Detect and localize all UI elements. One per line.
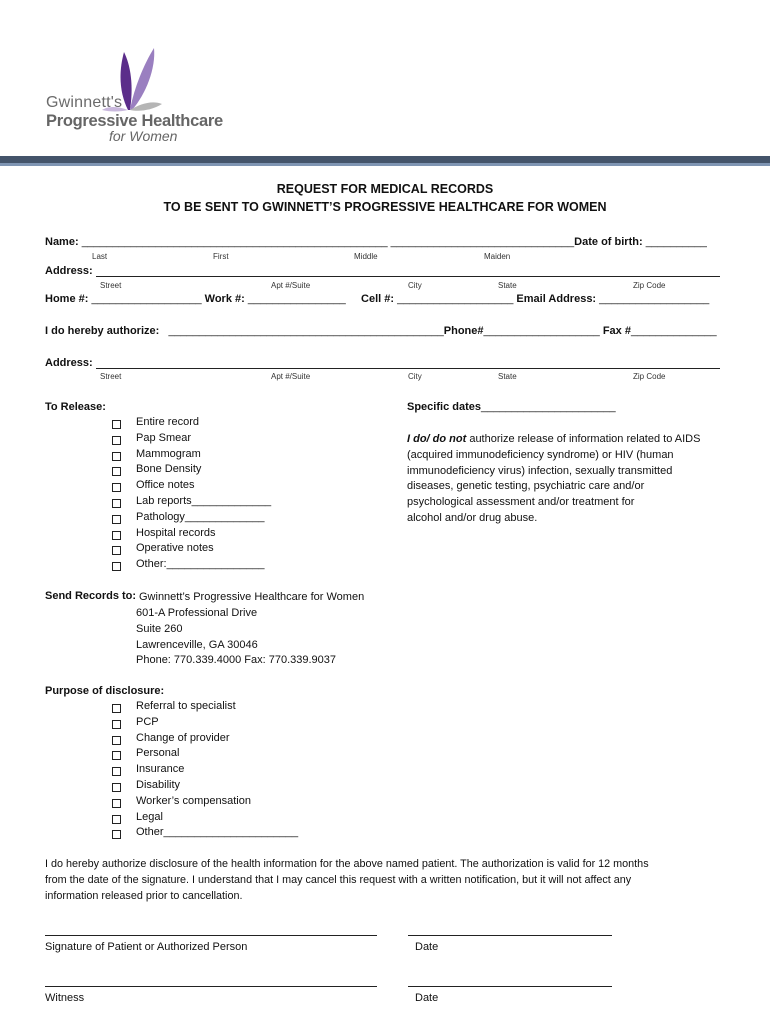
send-address-lines: 601-A Professional Drive Suite 260 Lawrenceville, GA 30046 Phone: 770.339.4000 Fax: 770.339.9037 <box>136 607 337 667</box>
logo-line2: Progressive Healthcare <box>46 112 223 130</box>
checkbox[interactable] <box>112 767 121 776</box>
dob-field[interactable]: __________ <box>645 236 707 248</box>
auth-sub-state: State <box>498 372 517 381</box>
auth-sub-zip: Zip Code <box>633 372 666 381</box>
email-label: Email Address: <box>516 293 597 305</box>
checkbox[interactable] <box>112 420 121 429</box>
date1-label: Date <box>415 941 439 953</box>
phone-row <box>45 293 709 305</box>
cell-field[interactable]: ___________________ <box>397 293 514 305</box>
name-field[interactable]: __________________________________________________ <box>81 236 388 248</box>
header-bar-accent <box>0 163 770 166</box>
witness-field[interactable] <box>45 986 377 987</box>
consent-choice[interactable]: I do/ do not <box>407 433 467 445</box>
cell-label: Cell #: <box>361 293 395 305</box>
header-bar <box>0 156 770 163</box>
sub-middle: Middle <box>354 252 378 261</box>
email-field[interactable]: __________________ <box>599 293 710 305</box>
auth-sub-apt: Apt #/Suite <box>271 372 311 381</box>
sub-maiden: Maiden <box>484 252 511 261</box>
checkbox[interactable] <box>112 452 121 461</box>
checkbox[interactable] <box>112 799 121 808</box>
date2-label: Date <box>415 992 439 1004</box>
checkbox[interactable] <box>112 546 121 555</box>
authorize-address-label: Address: <box>45 357 93 369</box>
signature-label: Signature of Patient or Authorized Person <box>45 941 248 953</box>
date1-field[interactable] <box>408 935 612 936</box>
sub-last: Last <box>92 252 108 261</box>
sub-apt: Apt #/Suite <box>271 281 311 290</box>
work-label: Work #: <box>204 293 245 305</box>
sub-street: Street <box>100 281 122 290</box>
home-label: Home #: <box>45 293 89 305</box>
hiv-consent-text: I do/ do not authorize release of information related to AIDS (acquired immunodeficiency syndrome) or HIV (human immunodeficiency virus) infection, sexually transmitted diseases, genetic testing, psychiatric care and/or psychological assessment and/or treatment for alcohol and/or drug abuse. <box>407 433 701 524</box>
checkbox[interactable] <box>112 499 121 508</box>
send-address: Gwinnett’s Progressive Healthcare for Women <box>139 591 365 603</box>
checkbox[interactable] <box>112 815 121 824</box>
specific-dates-field[interactable]: ______________________ <box>480 401 616 413</box>
authorize-phone-label: Phone# <box>443 325 484 337</box>
sub-city: City <box>408 281 422 290</box>
checkbox[interactable] <box>112 467 121 476</box>
witness-label: Witness <box>45 992 85 1004</box>
authorize-row <box>45 325 717 337</box>
checkbox[interactable] <box>112 736 121 745</box>
checkbox[interactable] <box>112 783 121 792</box>
signature-field[interactable] <box>45 935 377 936</box>
specific-dates-label: Specific dates <box>407 401 481 413</box>
name-row <box>45 236 707 248</box>
date2-field[interactable] <box>408 986 612 987</box>
authorization-statement: I do hereby authorize disclosure of the health information for the above named patient. The authorization is valid for 12 months from the date of the signature. I understand that I may cancel this request with a written notification, but it will not affect any information released prior to cancellation. <box>45 858 649 902</box>
work-field[interactable]: ________________ <box>247 293 346 305</box>
maiden-field[interactable]: ______________________________ <box>390 236 575 248</box>
authorize-field[interactable]: _____________________________________________ <box>168 325 444 337</box>
checkbox[interactable] <box>112 436 121 445</box>
specific-dates-row <box>407 401 616 413</box>
checkbox[interactable] <box>112 562 121 571</box>
home-field[interactable]: __________________ <box>91 293 202 305</box>
auth-sub-city: City <box>408 372 422 381</box>
checkbox[interactable] <box>112 751 121 760</box>
address-label: Address: <box>45 265 93 277</box>
sub-state: State <box>498 281 517 290</box>
authorize-phone-field[interactable]: ___________________ <box>483 325 600 337</box>
auth-sub-street: Street <box>100 372 122 381</box>
authorize-fax-label: Fax # <box>602 325 631 337</box>
logo-line3: for Women <box>109 128 178 144</box>
name-label: Name: <box>45 236 79 248</box>
address-field[interactable] <box>96 276 720 277</box>
dob-label: Date of birth: <box>574 236 643 248</box>
checkbox[interactable] <box>112 515 121 524</box>
authorize-label: I do hereby authorize: <box>45 325 160 337</box>
page-subtitle: TO BE SENT TO GWINNETT’S PROGRESSIVE HEALTHCARE FOR WOMEN <box>163 200 607 214</box>
send-label: Send Records to: <box>45 590 137 602</box>
purpose-label: Purpose of disclosure: <box>45 685 165 697</box>
checkbox[interactable] <box>112 483 121 492</box>
authorize-fax-field[interactable]: ______________ <box>630 325 717 337</box>
logo-line1: Gwinnett's <box>46 94 123 111</box>
checkbox[interactable] <box>112 704 121 713</box>
page-title: REQUEST FOR MEDICAL RECORDS <box>276 182 494 196</box>
release-label: To Release: <box>45 401 106 413</box>
sub-zip: Zip Code <box>633 281 666 290</box>
sub-first: First <box>213 252 229 261</box>
checkbox[interactable] <box>112 531 121 540</box>
authorize-address-field[interactable] <box>96 368 720 369</box>
checkbox[interactable] <box>112 830 121 839</box>
checkbox[interactable] <box>112 720 121 729</box>
